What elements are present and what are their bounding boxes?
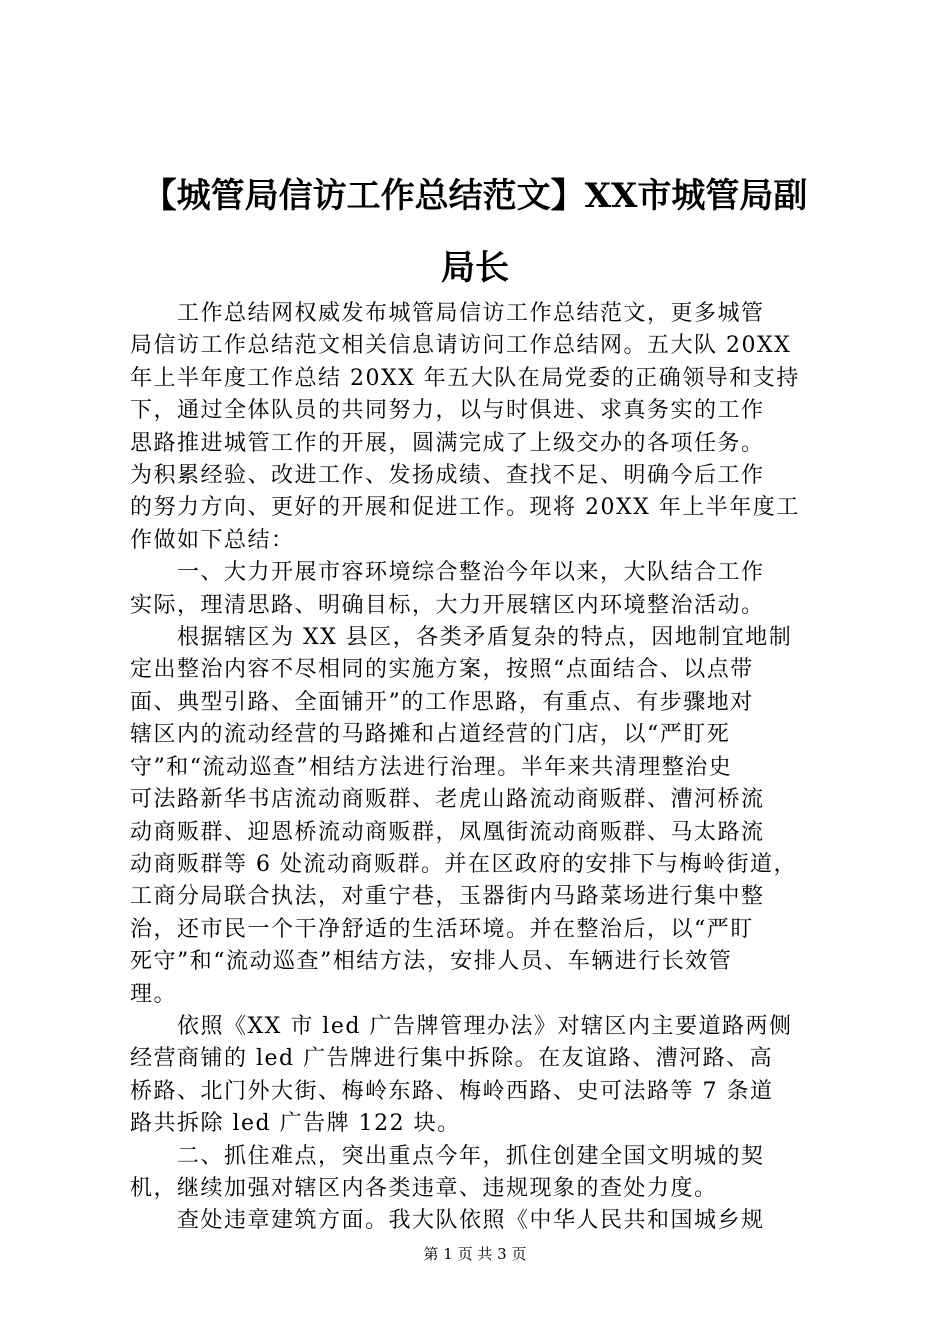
text-line: 桥路、北门外大街、梅岭东路、梅岭西路、史可法路等 7 条道 — [130, 1078, 774, 1104]
text-line: 实际，理清思路、明确目标，大力开展辖区内环境整治活动。 — [130, 592, 765, 618]
text-line: 动商贩群、迎恩桥流动商贩群，凤凰街流动商贩群、马太路流 — [130, 819, 765, 845]
text-line: 定出整治内容不尽相同的实施方案，按照“点面结合、以点带 — [130, 657, 754, 683]
text-line: 依照《XX 市 led 广告牌管理办法》对辖区内主要道路两侧 — [130, 1013, 793, 1039]
text-line: 辖区内的流动经营的马路摊和占道经营的门店，以“严盯死 — [130, 722, 731, 748]
text-line: 经营商铺的 led 广告牌进行集中拆除。在友谊路、漕河路、高 — [130, 1046, 774, 1072]
text-line: 一、大力开展市容环境综合整治今年以来，大队结合工作 — [130, 560, 765, 586]
text-line: 动商贩群等 6 处流动商贩群。并在区政府的安排下与梅岭街道， — [130, 851, 797, 877]
text-line: 作做如下总结： — [130, 527, 295, 553]
page-footer: 第 1 页 共 3 页 — [423, 1245, 527, 1263]
text-line: 理。 — [130, 981, 178, 1007]
text-line: 守”和“流动巡查”相结方法进行治理。半年来共清理整治史 — [130, 754, 733, 780]
text-line: 机，继续加强对辖区内各类违章、违规现象的查处力度。 — [130, 1175, 718, 1201]
text-line: 局信访工作总结范文相关信息请访问工作总结网。五大队 20XX — [130, 333, 792, 359]
text-line: 的努力方向、更好的开展和促进工作。现将 20XX 年上半年度工 — [130, 495, 800, 521]
paragraph — [130, 1141, 830, 1206]
text-line: 下，通过全体队员的共同努力，以与时俱进、求真务实的工作 — [130, 398, 765, 424]
document-title — [100, 160, 850, 304]
text-line: 二、抓住难点，突出重点今年，抓住创建全国文明城的契 — [130, 1143, 765, 1169]
text-line: 工作总结网权威发布城管局信访工作总结范文，更多城管 — [130, 301, 765, 326]
title-line: 【城管局信访工作总结范文】XX市城管局副 — [142, 176, 808, 216]
text-line: 年上半年度工作总结 20XX 年五大队在局党委的正确领导和支持 — [130, 365, 800, 391]
paragraph — [130, 1205, 830, 1237]
title-line: 局长 — [441, 248, 509, 288]
paragraph — [130, 557, 830, 622]
text-line: 可法路新华书店流动商贩群、老虎山路流动商贩群、漕河桥流 — [130, 787, 765, 813]
text-line: 治，还市民一个干净舒适的生活环境。并在整治后，以“严盯 — [130, 916, 754, 942]
text-line: 思路推进城管工作的开展，圆满完成了上级交办的各项任务。 — [130, 430, 765, 456]
text-line: 工商分局联合执法，对重宁巷，玉器街内马路菜场进行集中整 — [130, 884, 765, 910]
text-line: 面、典型引路、全面铺开”的工作思路，有重点、有步骤地对 — [130, 689, 754, 715]
document-body — [130, 298, 830, 1238]
text-line: 死守”和“流动巡查”相结方法，安排人员、车辆进行长效管 — [130, 949, 733, 975]
paragraph — [130, 1011, 830, 1141]
text-line: 为积累经验、改进工作、发扬成绩、查找不足、明确今后工作 — [130, 463, 765, 489]
text-line: 查处违章建筑方面。我大队依照《中华人民共和国城乡规 — [130, 1208, 765, 1234]
text-line: 路共拆除 led 广告牌 122 块。 — [130, 1111, 461, 1137]
text-line: 根据辖区为 XX 县区，各类矛盾复杂的特点，因地制宜地制 — [130, 625, 793, 651]
paragraph — [130, 622, 830, 1011]
paragraph — [130, 298, 830, 557]
